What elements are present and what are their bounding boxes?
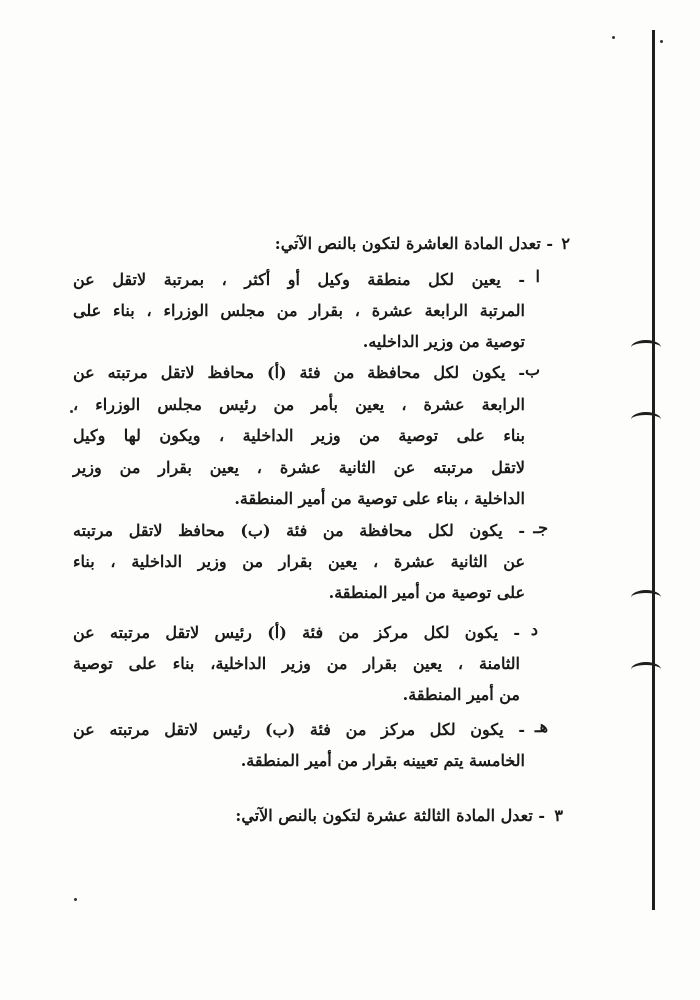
- clause-line: - يكون لكل مركز من فئة (أ) رئيس لاتقل مرتبته عن: [73, 623, 520, 642]
- clause-line: - يكون لكل محافظة من فئة (ب) محافظ لاتقل مرتبته: [73, 521, 525, 540]
- clause-line: الثامنة ، يعين بقرار من وزير الداخلية، بناء على توصية: [73, 654, 520, 673]
- clause-line: الخامسة يتم تعيينه بقرار من أمير المنطقة.: [240, 751, 525, 770]
- clause-line: الرابعة عشرة ، يعين بأمر من رئيس مجلس الوزراء ،: [73, 394, 525, 414]
- clause-d: [73, 617, 520, 710]
- clause-a: [73, 264, 525, 357]
- section-number: ٢: [561, 234, 570, 253]
- clause-c: [73, 515, 525, 608]
- clause-marker: ب: [524, 360, 540, 379]
- clause-line: عن الثانية عشرة ، يعين بقرار من وزير الداخلية ، بناء: [73, 552, 525, 571]
- clause-line: على توصية من أمير المنطقة.: [328, 583, 525, 602]
- section-heading: - تعدل المادة العاشرة لتكون بالنص الآتي:: [274, 234, 553, 253]
- speck: [612, 36, 615, 39]
- clause-marker: د: [530, 620, 538, 639]
- clause-line: - يعين لكل منطقة وكيل أو أكثر ، بمرتبة لاتقل عن: [73, 270, 525, 289]
- clause-e: [73, 714, 525, 776]
- clause-line: المرتبة الرابعة عشرة ، بقرار من مجلس الوزراء ، بناء على: [73, 301, 525, 320]
- clause-marker: هـ: [534, 717, 548, 736]
- binding-line: [652, 30, 655, 910]
- binding-notch: [631, 412, 661, 427]
- section-heading: - تعدل المادة الثالثة عشرة لتكون بالنص الآتي:: [235, 806, 545, 825]
- speck: [660, 40, 663, 43]
- binding-notch: [631, 590, 661, 605]
- clause-line: لاتقل مرتبته عن الثانية عشرة ، يعين بقرار من وزير: [73, 457, 525, 477]
- binding-edge: [645, 30, 659, 910]
- clause-line: الداخلية ، بناء على توصية من أمير المنطقة.: [234, 489, 525, 508]
- section-number: ٣: [554, 806, 563, 825]
- clause-line: بناء على توصية من وزير الداخلية ، ويكون لها وكيل: [73, 426, 525, 445]
- clause-b: [73, 357, 525, 515]
- clause-marker: ا: [535, 267, 540, 286]
- clause-line: توصية من وزير الداخليه.: [362, 332, 525, 351]
- clause-line: - يكون لكل محافظة من فئة (أ) محافظ لاتقل مرتبته عن: [73, 363, 525, 382]
- clause-line: من أمير المنطقة.: [402, 685, 520, 704]
- binding-notch: [631, 340, 661, 355]
- clause-line: - يكون لكل مركز من فئة (ب) رئيس لاتقل مرتبته عن: [73, 720, 525, 739]
- clause-marker: جـ: [533, 518, 548, 537]
- speck: [74, 898, 77, 901]
- binding-notch: [631, 662, 661, 677]
